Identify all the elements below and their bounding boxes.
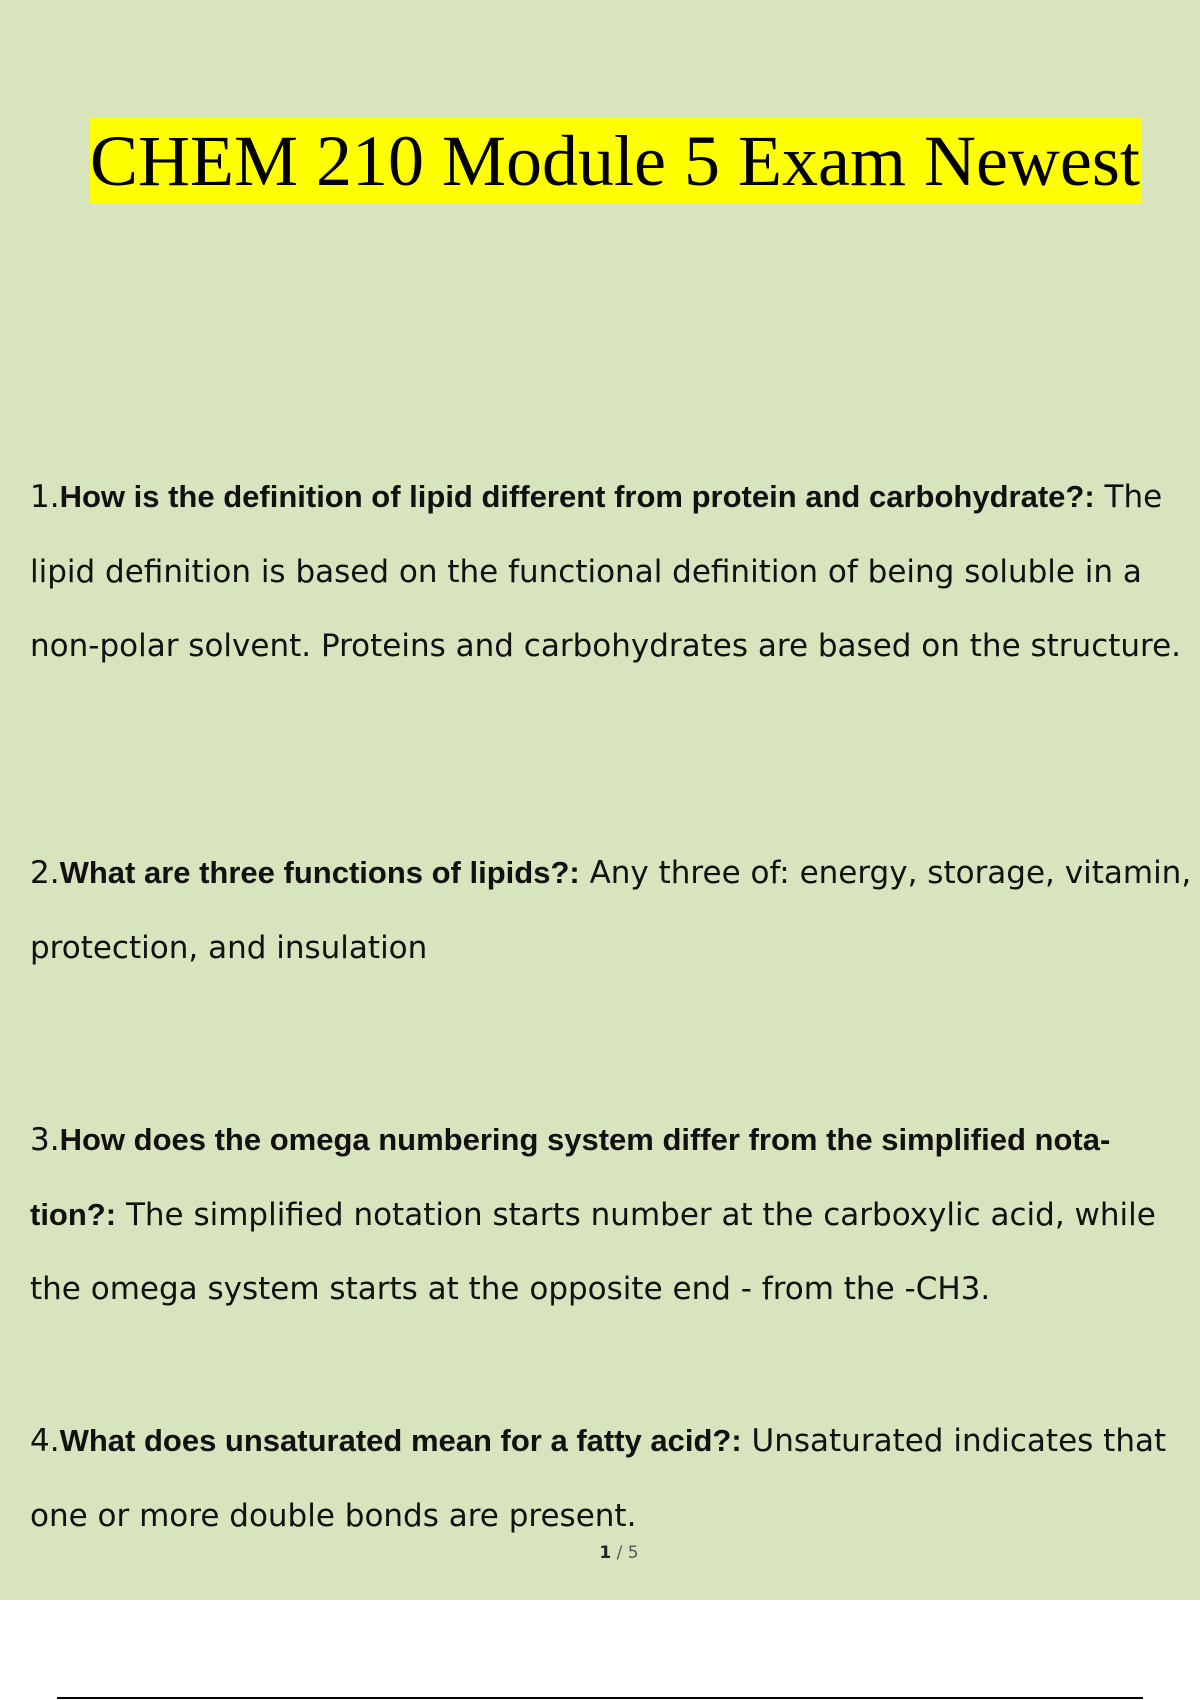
document-title: CHEM 210 Module 5 Exam Newest: [90, 118, 1142, 204]
divider-line: [57, 1697, 1143, 1699]
page-separator: /: [616, 1543, 623, 1563]
question-item-4: [30, 1404, 1195, 1553]
answer-text: The lipid definition is based on the functional definition of being soluble in a non-polar solvent. Proteins and carbohydrates are based on the structure.: [30, 479, 1182, 664]
question-item-3: [30, 1103, 1195, 1327]
question-item-2: [30, 836, 1195, 985]
answer-text: The simplified notation starts number at the carboxylic acid, while the omega system starts at the opposite end - from the -CH3.: [30, 1196, 1156, 1307]
question-item-1: [30, 460, 1195, 684]
question-number: 1.: [30, 479, 60, 515]
question-text: How is the definition of lipid different from protein and carbohydrate?:: [59, 479, 1095, 514]
question-number: 2.: [30, 855, 60, 891]
question-text: How does the omega numbering system differ from the simplified nota-tion?:: [30, 1122, 1111, 1232]
page-indicator: [0, 1543, 1200, 1563]
total-pages: 5: [627, 1543, 639, 1563]
question-number: 3.: [30, 1122, 60, 1158]
answer-text: Unsaturated indicates that one or more double bonds are present.: [30, 1423, 1167, 1534]
answer-text: Any three of: energy, storage, vitamin, protection, and insulation: [30, 855, 1192, 966]
current-page: 1: [599, 1543, 612, 1563]
question-number: 4.: [30, 1423, 60, 1459]
question-text: What does unsaturated mean for a fatty acid?:: [59, 1423, 742, 1458]
question-text: What are three functions of lipids?:: [59, 855, 580, 890]
